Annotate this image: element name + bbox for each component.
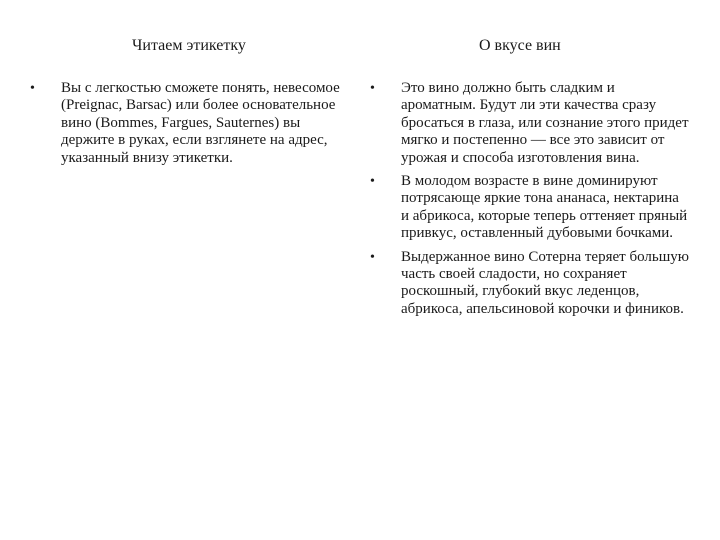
right-bullet-text-1: Это вино должно быть сладким и ароматным. Будут ли эти качества сразу бросаться в глаза, или сознание этого придет мягко и постепенно — все это зависит от урожая и способа изготовления вина. — [401, 80, 689, 166]
right-bullet-list — [370, 80, 690, 324]
bullet-icon: • — [30, 81, 35, 96]
left-bullet-item-1 — [30, 80, 350, 167]
left-bullet-list — [30, 80, 350, 173]
right-bullet-item-3 — [370, 249, 690, 319]
right-bullet-item-1 — [370, 80, 690, 167]
right-bullet-item-2 — [370, 173, 690, 243]
bullet-icon: • — [370, 174, 375, 190]
left-column-heading: Читаем этикетку — [132, 37, 246, 54]
bullet-icon: • — [370, 81, 375, 96]
left-bullet-text-1: Вы с легкостью сможете понять, невесомое (Preignac, Barsac) или более основательное вино (Bommes, Fargues, Sauternes) вы держите в руках, если взглянете на адрес, указанный внизу этикетки. — [61, 80, 340, 166]
bullet-icon: • — [370, 249, 375, 265]
right-bullet-text-3: Выдержанное вино Сотерна теряет большую часть своей сладости, но сохраняет роскошный, глубокий вкус леденцов, абрикоса, апельсиновой корочки и фиников. — [401, 248, 689, 317]
right-column-heading: О вкусе вин — [479, 37, 561, 54]
right-bullet-text-2: В молодом возрасте в вине доминируют потрясающе яркие тона ананаса, нектарина и абрикоса, которые теперь оттеняет пряный привкус, оставленный дубовыми бочками. — [401, 173, 688, 242]
